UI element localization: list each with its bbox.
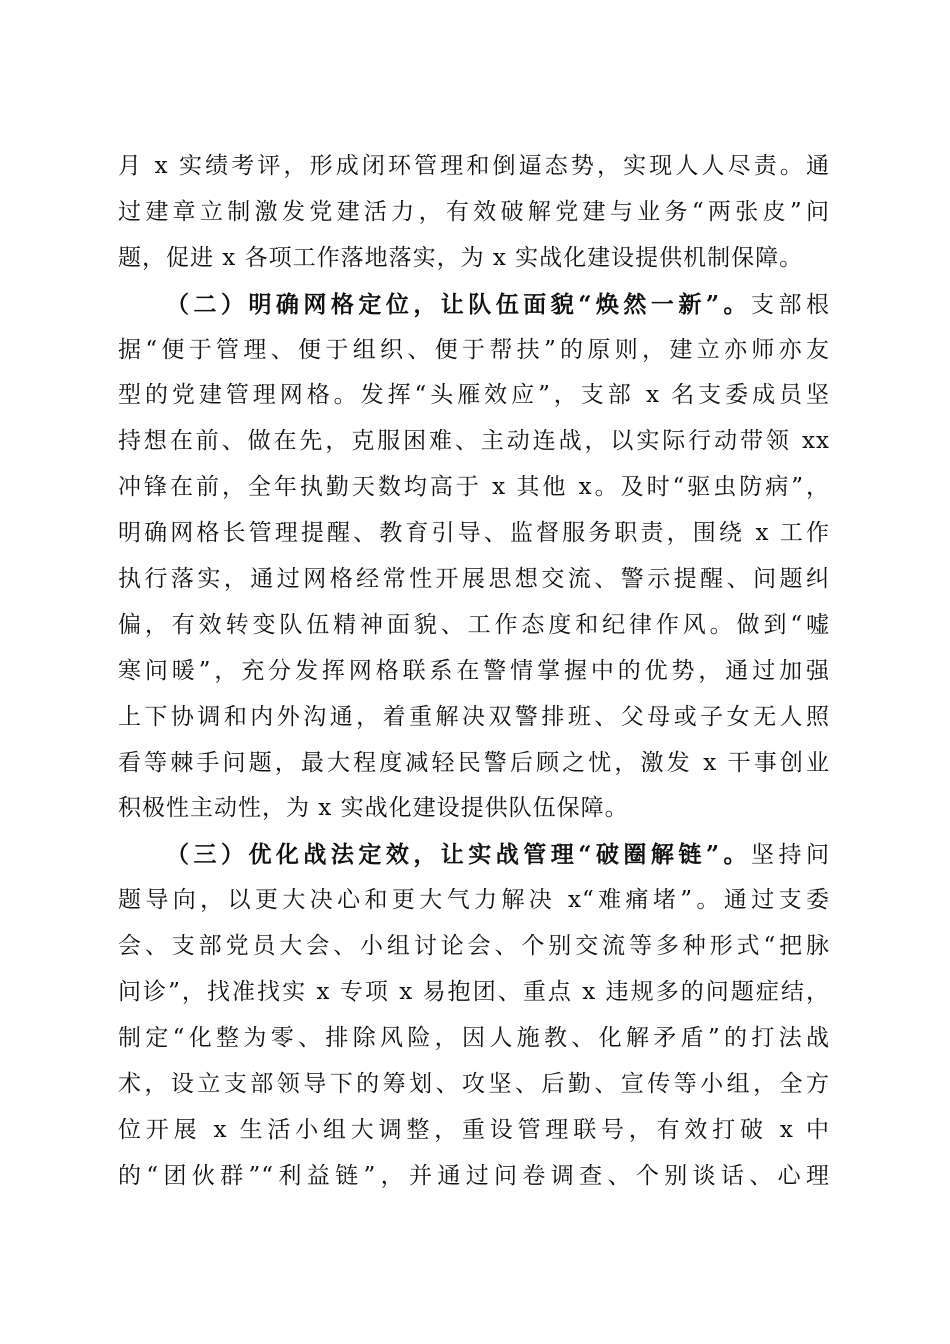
paragraph-2-heading: （二）明确网格定位，让队伍面貌“焕然一新”。 <box>166 290 752 318</box>
paragraph-1-line-3: 题，促进 x 各项工作落地落实，为 x 实战化建设提供机制保障。 <box>118 244 804 271</box>
paragraph-2-line: 上下协调和内外沟通，着重解决双警排班、父母或子女无人照 <box>118 703 830 730</box>
paragraph-3-line: 题导向，以更大决心和更大气力解决 x“难痛堵”。通过支委 <box>118 887 830 914</box>
paragraph-2-line: 执行落实，通过网格经常性开展思想交流、警示提醒、问题纠 <box>118 566 830 593</box>
paragraph-2-line: 型的党建管理网格。发挥“头雁效应”，支部 x 名支委成员坚 <box>118 382 830 409</box>
paragraph-3-line: 术，设立支部领导下的筹划、攻坚、后勤、宣传等小组，全方 <box>118 1070 830 1097</box>
paragraph-2-first-line <box>118 282 830 328</box>
document-body <box>118 144 830 1199</box>
paragraph-1-line-2: 过建章立制激发党建活力，有效破解党建与业务“两张皮”问 <box>118 198 830 225</box>
paragraph-2-line: 寒问暖”，充分发挥网格联系在警情掌握中的优势，通过加强 <box>118 657 830 684</box>
paragraph-2-line: 持想在前、做在先，克服困难、主动连战，以实际行动带领 xx <box>118 428 830 455</box>
paragraph-2-line: 据“便于管理、便于组织、便于帮扶”的原则，建立亦师亦友 <box>118 336 830 363</box>
paragraph-3-line: 问诊”，找准找实 x 专项 x 易抱团、重点 x 违规多的问题症结， <box>118 979 830 1006</box>
paragraph-3-line: 位开展 x 生活小组大调整，重设管理联号，有效打破 x 中 <box>118 1116 830 1143</box>
paragraph-2-line: 偏，有效转变队伍精神面貌、工作态度和纪律作风。做到“嘘 <box>118 611 830 638</box>
paragraph-2-first-line-rest: 支部根 <box>751 291 830 318</box>
paragraph-3-first-line <box>118 832 830 878</box>
paragraph-2-line: 冲锋在前，全年执勤天数均高于 x 其他 x。及时“驱虫防病”， <box>118 474 830 501</box>
paragraph-3-first-line-rest: 坚持问 <box>751 842 830 869</box>
paragraph-3-line: 制定“化整为零、排除风险，因人施教、化解矛盾”的打法战 <box>118 1024 830 1051</box>
paragraph-2-line: 明确网格长管理提醒、教育引导、监督服务职责，围绕 x 工作 <box>118 520 830 547</box>
paragraph-3-line: 的“团伙群”“利益链”，并通过问卷调查、个别谈话、心理 <box>118 1162 830 1189</box>
paragraph-2-line: 看等棘手问题，最大程度减轻民警后顾之忧，激发 x 干事创业 <box>118 749 830 776</box>
paragraph-2-last-line: 积极性主动性，为 x 实战化建设提供队伍保障。 <box>118 795 629 822</box>
paragraph-3-heading: （三）优化战法定效，让实战管理“破圈解链”。 <box>166 841 752 869</box>
paragraph-1-line-1: 月 x 实绩考评，形成闭环管理和倒逼态势，实现人人尽责。通 <box>118 153 830 179</box>
paragraph-3-line: 会、支部党员大会、小组讨论会、个别交流等多种形式“把脉 <box>118 933 830 960</box>
